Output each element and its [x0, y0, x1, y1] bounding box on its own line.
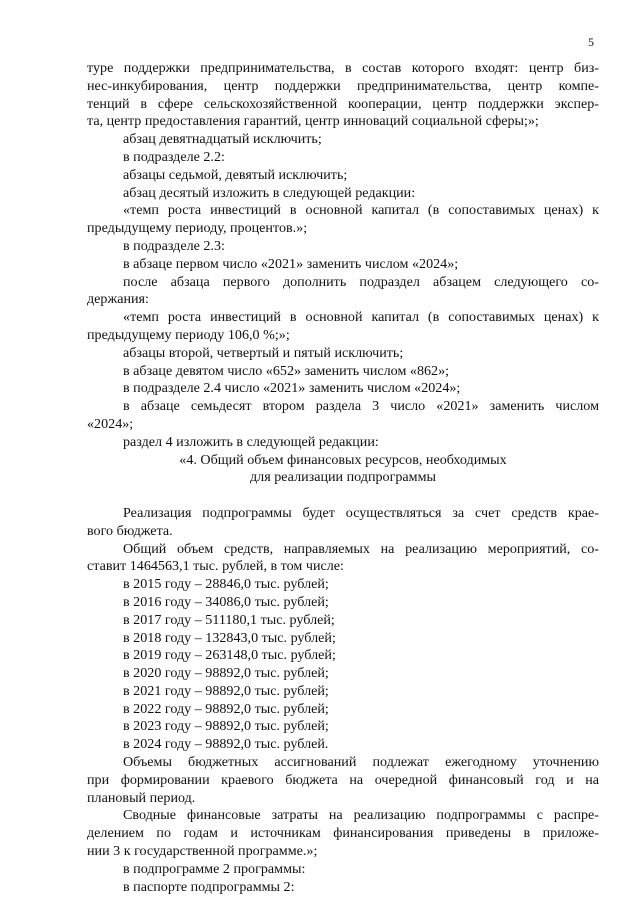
- section-heading-line: для реализации подпрограммы: [250, 469, 436, 486]
- paragraph-first-line: Сводные финансовые затраты на реализацию подпрограммы с распре-: [123, 807, 599, 824]
- section-heading-line: «4. Общий объем финансовых ресурсов, необходимых: [179, 451, 507, 468]
- indented-line: в паспорте подпрограммы 2:: [123, 878, 295, 895]
- paragraph-first-line: Общий объем средств, направляемых на реализацию мероприятий, со-: [123, 540, 599, 557]
- paragraph-line: при формировании краевого бюджета на очередной финансовый год и на: [87, 771, 599, 788]
- paragraph-line: плановый период.: [87, 789, 196, 806]
- paragraph-line: ставит 1464563,1 тыс. рублей, в том числе:: [87, 558, 344, 575]
- document-body: [87, 60, 599, 896]
- indented-line: в подразделе 2.4 число «2021» заменить числом «2024»;: [123, 380, 461, 397]
- paragraph-line: нес-инкубирования, центр поддержки предпринимательства, центр компе-: [87, 77, 599, 94]
- indented-line: в подпрограмме 2 программы:: [123, 860, 306, 877]
- page-number: 5: [588, 35, 594, 49]
- indented-line: в абзаце девятом число «652» заменить числом «862»;: [123, 362, 450, 379]
- indented-line: в 2015 году – 28846,0 тыс. рублей;: [123, 576, 329, 593]
- indented-line: в 2016 году – 34086,0 тыс. рублей;: [123, 593, 329, 610]
- paragraph-first-line: «темп роста инвестиций в основной капитал (в сопоставимых ценах) к: [123, 309, 599, 326]
- paragraph-line: держания:: [87, 291, 149, 308]
- indented-line: абзац девятнадцатый исключить;: [123, 131, 322, 148]
- paragraph-first-line: Объемы бюджетных ассигнований подлежат ежегодному уточнению: [123, 754, 599, 771]
- indented-line: в 2023 году – 98892,0 тыс. рублей;: [123, 718, 329, 735]
- paragraph-line: нии 3 к государственной программе.»;: [87, 843, 318, 860]
- indented-line: в 2021 году – 98892,0 тыс. рублей;: [123, 682, 329, 699]
- indented-line: абзацы второй, четвертый и пятый исключить;: [123, 344, 404, 361]
- indented-line: абзац десятый изложить в следующей редакции:: [123, 184, 416, 201]
- paragraph-line: делением по годам и источникам финансирования приведены в приложе-: [87, 825, 599, 842]
- blank-line: [87, 487, 599, 505]
- indented-line: абзацы седьмой, девятый исключить;: [123, 166, 348, 183]
- indented-line: в 2024 году – 98892,0 тыс. рублей.: [123, 736, 329, 753]
- indented-line: в подразделе 2.3:: [123, 237, 225, 254]
- indented-line: в 2020 году – 98892,0 тыс. рублей;: [123, 665, 329, 682]
- paragraph-line: предыдущему периоду 106,0 %;»;: [87, 326, 290, 343]
- indented-line: в 2018 году – 132843,0 тыс. рублей;: [123, 629, 336, 646]
- paragraph-line: та, центр предоставления гарантий, центр инноваций социальной сферы;»;: [87, 113, 539, 130]
- paragraph-line: «2024»;: [87, 415, 134, 432]
- indented-line: в подразделе 2.2:: [123, 148, 225, 165]
- paragraph-first-line: «темп роста инвестиций в основной капитал (в сопоставимых ценах) к: [123, 202, 599, 219]
- paragraph-line: туре поддержки предпринимательства, в состав которого входят: центр биз-: [87, 60, 599, 76]
- indented-line: в 2019 году – 263148,0 тыс. рублей;: [123, 647, 336, 664]
- paragraph-line: вого бюджета.: [87, 522, 173, 539]
- paragraph-first-line: Реализация подпрограммы будет осуществляться за счет средств крае-: [123, 504, 599, 521]
- paragraph-line: тенций в сфере сельскохозяйственной кооперации, центр поддержки экспер-: [87, 95, 599, 112]
- indented-line: в абзаце первом число «2021» заменить числом «2024»;: [123, 255, 459, 272]
- indented-line: в 2017 году – 511180,1 тыс. рублей;: [123, 611, 335, 628]
- paragraph-first-line: после абзаца первого дополнить подраздел абзацем следующего со-: [123, 273, 599, 290]
- indented-line: в 2022 году – 98892,0 тыс. рублей;: [123, 700, 329, 717]
- paragraph-first-line: в абзаце семьдесят втором раздела 3 число «2021» заменить числом: [123, 398, 599, 415]
- paragraph-line: предыдущему периоду, процентов.»;: [87, 220, 308, 237]
- indented-line: раздел 4 изложить в следующей редакции:: [123, 433, 379, 450]
